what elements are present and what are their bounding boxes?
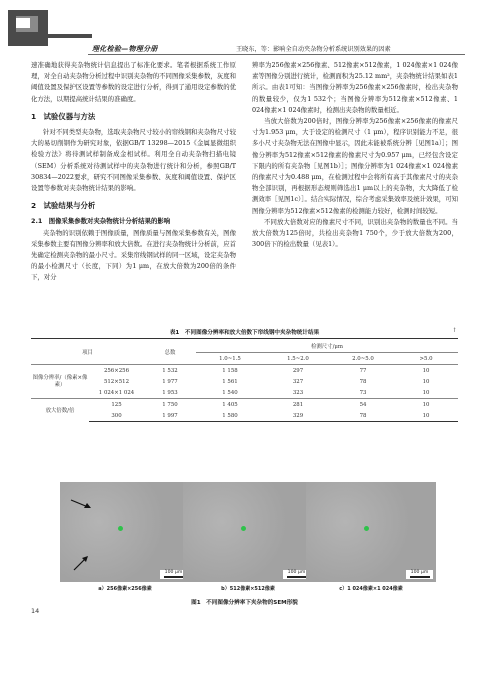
header-size-col: >5.0 [419,355,433,362]
cell-setting: 256×256 [89,365,144,377]
cell-value: 10 [394,410,458,422]
cell-value: 297 [264,365,332,377]
arrow-icon [72,554,90,572]
sem-image-256 [60,482,190,582]
table-continue-icon: ↑ [452,327,458,334]
magnification-paragraph: 不同放大倍数对应的像素尺寸不同，识别出夹杂物的数量也不同。当放大倍数为125倍时，共检出夹杂物1 750个，少于放大倍数为200，300倍下的检出数量（见表1）。 [252,217,458,249]
cell-setting: 300 [89,410,144,422]
cell-value: 1 580 [196,410,264,422]
left-column [31,60,236,284]
cell-value: 1 158 [196,365,264,377]
cell-total: 1 750 [144,399,196,411]
sem-image-512 [183,482,313,582]
subcaption-b: b）512像素×512像素 [221,586,275,592]
cell-value: 1 561 [222,378,238,385]
cell-value: 327 [292,378,304,385]
cell-setting: 512×512 [103,378,130,385]
scale-bar: 100 μm [283,570,310,579]
cell-value: 1 405 [196,399,264,411]
cell-total: 1 953 [162,389,178,396]
cell-value: 329 [264,410,332,422]
right-column [252,60,458,250]
cell-total: 1 997 [144,410,196,422]
header-size-col: 1.5~2.0 [287,355,309,362]
pixel-size-paragraph: 当放大倍数为200倍时，图像分辨率为256像素×256像素的像素尺寸为1.953 μm，大于设定的检测尺寸（1 μm），程序识别能力不足，很多小尺寸夹杂物无法在图像中显示，因此未能被系统分辨［见图1a）］；图像分辨率为512像素×512像素的像素尺寸为0.957 μm，已经包含设定下限内的所有夹杂物［见图1b）］；图像分辨率为1 024像素×1 024像素的像素尺寸为0.488 μm，在检测过程中会将所有高于其像素尺寸的夹杂物全部识别，再根据形态规则筛选出1 μm以上的夹杂物，大大降低了检测效率［见图1c）］。结合实际情况，综合考虑采集效率及统计效果，可知图像分辨率为512像素×512像素的检测能力较好，检测时间较短。 [252,117,458,215]
cell-value: 73 [359,389,367,396]
table-row [31,365,458,377]
subsection-heading-2-1: 2.1 图像采集参数对夹杂物统计分析结果的影响 [31,217,171,226]
header-size-col: 2.0~5.0 [352,355,374,362]
table-caption: 表1 不同图像分辨率和放大倍数下帘线钢中夹杂物统计结果 [169,330,320,336]
running-head: 王晓东，等：影响全自动夹杂物分析系统识别效果的因素 [236,46,391,53]
page-number: 14 [31,607,40,615]
cell-value: 78 [359,378,367,385]
subcaption-c: c）1 024像素×1 024像素 [339,586,403,592]
header-rule [88,54,465,55]
subcaption-a: a）256像素×256像素 [98,586,152,592]
cell-total: 1 532 [144,365,196,377]
inclusion-marker [118,526,123,531]
cell-value: 1 540 [222,389,238,396]
resolution-paragraph: 辨率为256像素×256像素、512像素×512像素，1 024像素×1 024像素等图像分别进行统计，检测面积为25.12 mm²，夹杂物统计结果如表1所示。由表1可知：当图像分辨率为256像素×256像素时，检出夹杂物的数量较少，仅为1 532个；当图像分辨率为512像素×512像素、1 024像素×1 024像素时，检测出夹杂物的数量相近。 [252,61,458,114]
figure-caption: 图1 不同图像分辨率下夹杂物的SEM形貌 [191,600,298,606]
section-heading-1: 1 试验仪器与方法 [31,111,96,121]
journal-name: 理化检验—物理分册 [92,45,158,53]
methods-paragraph: 针对不同类型夹杂物，选取夹杂物尺寸较小的帘线钢和夹杂物尺寸较大的易切削钢作为研究对象，依据GB/T 13298—2015《金属显微组织检验方法》将待测试样制备成金相试样。利用全自动夹杂物扫描电镜（SEM）分析系统对待测试样中的夹杂物进行统计和分析，参照GB/T 30834—2022要求，研究不同图像采集参数、灰度和阈值设置、保护区设置等参数对夹杂物统计结果的影响。 [31,128,236,193]
inclusion-marker [364,526,369,531]
cell-value: 78 [332,410,394,422]
inclusion-stats-table [31,338,458,422]
intro-paragraph: 速准确地获得夹杂物统计信息提出了标准化要求。笔者根据系统工作原理，对全自动夹杂物分析过程中识别夹杂物的不同图像采集参数，灰度和阈值设置及保护区设置等参数的设定进行分析，得到了通用设定参数的优化方法，以期提高统计结果的准确度。 [31,61,236,103]
header-item: 项目 [31,339,144,365]
header-size-col: 1.0~1.5 [219,355,241,362]
results-paragraph: 夹杂物的识别依赖于图像质量，图像质量与图像采集参数有关，图像采集参数主要有图像分辨率和放大倍数。在进行夹杂物统计分析前，应首先确定检测夹杂物的最小尺寸。采集帘线钢试样的同一区域，设定夹杂物的最小检测尺寸（长度，下同）为1 μm，在放大倍数为200倍的条件下，对分 [31,228,236,282]
cell-setting: 125 [89,399,144,411]
cell-value: 323 [292,389,304,396]
sem-image-1024 [306,482,436,582]
cell-value: 10 [394,399,458,411]
section-heading-2: 2 试验结果与分析 [31,201,96,211]
cell-value: 10 [422,378,430,385]
cell-setting: 1 024×1 024 [98,389,135,396]
journal-logo [6,8,92,48]
table-row [31,387,458,399]
header-size-group: 检测尺寸/μm [196,339,458,353]
cell-total: 1 977 [162,378,178,385]
scale-bar: 100 μm [160,570,187,579]
header-total: 总数 [144,339,196,365]
scale-bar: 100 μm [406,570,433,579]
table-row [31,376,458,387]
inclusion-marker [241,526,246,531]
table-row [31,410,458,422]
table-row [31,399,458,411]
group-label-resolution: 图像分辨率/（像素×像素） [31,365,89,399]
cell-value: 281 [264,399,332,411]
cell-value: 10 [394,365,458,377]
cell-value: 77 [332,365,394,377]
cell-value: 54 [332,399,394,411]
group-label-magnification: 放大倍数/倍 [31,399,89,422]
cell-value: 10 [422,389,430,396]
arrow-icon [70,498,92,512]
